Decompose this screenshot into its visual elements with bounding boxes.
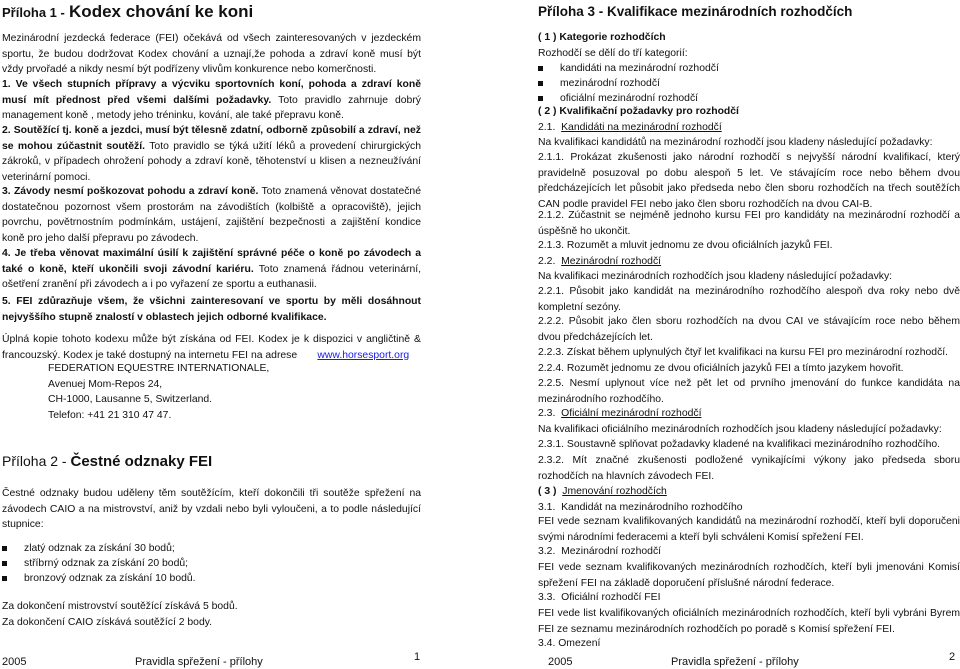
page-title: Příloha 3 - Kvalifikace mezinárodních rozhodčích xyxy=(538,4,853,19)
section-2-3-heading: 2.3. Oficiální mezinárodní rozhodčí xyxy=(538,408,702,419)
item-2-3-2: 2.3.2. Mít značné zkušenosti podložené vynikajícími výkony jako předseda sboru rozhodčích na hlavních závodech FEI. xyxy=(538,455,960,482)
rule-5: 5. FEI zdůrazňuje všem, že všichni zainteresovaní ve sportu by měli dosáhnout nejvyššího stupně znalostí v oblastech jejich odborné kvalifikace. xyxy=(2,296,421,323)
item-3-1-text: FEI vede seznam kvalifikovaných kandidátů na mezinárodní rozhodčí, kteří byli doporučeni svými národními federacemi a kteří byli schváleni Komisí spřežení FEI. xyxy=(538,516,960,543)
horsesport-link[interactable]: www.horsesport.org xyxy=(317,349,410,361)
section-1-heading: ( 1 ) Kategorie rozhodčích xyxy=(538,32,666,43)
item-2-1-2: 2.1.2. Zúčastnit se nejméně jednoho kursu FEI pro kandidáty na mezinárodní rozhodčí a úspěšně ho ukončit. xyxy=(538,210,960,237)
list-item: zlatý odznak za získání 30 bodů; xyxy=(2,541,402,556)
footer-title: Pravidla spřežení - přílohy xyxy=(135,656,263,668)
section-3-3-heading: 3.3. Oficiální rozhodčí FEI xyxy=(538,592,661,603)
section-2-heading: ( 2 ) Kvalifikační požadavky pro rozhodčí xyxy=(538,106,739,117)
item-2-2-4: 2.2.4. Rozumět jednomu ze dvou oficiálních jazyků FEI a tímto jazykem hovořit. xyxy=(538,362,904,374)
item-3-2-text: FEI vede seznam kvalifikovaných mezinárodních rozhodčích, kteří byli jmenováni Komisí spřežení FEI na základě doporučení příslušné národní federace. xyxy=(538,562,960,589)
item-2-1-3: 2.1.3. Rozumět a mluvit jednomu ze dvou oficiálních jazyků FEI. xyxy=(538,240,833,251)
list-item: stříbrný odznak za získání 20 bodů; xyxy=(2,556,402,571)
badges-intro: Čestné odznaky budou uděleny těm soutěžícím, kteří dokončili tři soutěže spřežení na závodech CAIO a na mistrovství, aniž by vzdali nebo byli vyloučeni, a to podle následující stupnice: xyxy=(2,488,421,531)
item-2-2-5: 2.2.5. Nesmí uplynout více než pět let od prvního jmenování do funkce kandidáta na mezinárodního rozhodčího. xyxy=(538,378,960,405)
rule-2: 2. Soutěžící tj. koně a jezdci, musí být tělesně zdatní, odborně způsobilí a zdraví, než se mohou zúčastnit soutěží. Toto pravidlo se týká užití léků a provedení chirurgických zákroků, v případech ohrožení pohody a zdraví koně, těhotenství u klisen a nezneužívání veterinární pomoci. xyxy=(2,125,422,183)
section-3-1-heading: 3.1. Kandidát na mezinárodního rozhodčího xyxy=(538,501,743,513)
list-item: oficiální mezinárodní rozhodčí xyxy=(538,91,938,106)
rule-1: 1. Ve všech stupních přípravy a výcviku sportovních koní, pohoda a zdraví koně musí mít přednost před všemi dalšími požadavky. Toto pravidlo zahrnuje dobrý management koně , metody jeho tréninku, kování, ale také přepravu koně. xyxy=(2,79,421,122)
item-2-3-1: 2.3.1. Soustavně splňovat požadavky kladené na kvalifikaci mezinárodního rozhodčího. xyxy=(538,439,941,451)
list-item: kandidáti na mezinárodní rozhodčí xyxy=(538,61,938,76)
section-3-4-heading: 3.4. Omezení xyxy=(538,638,601,649)
page-number: 2 xyxy=(949,651,956,663)
list-item: mezinárodní rozhodčí xyxy=(538,76,938,91)
item-2-2-2: 2.2.2. Působit jako člen sboru rozhodčích na dvou CAI ve stávajícím roce nebo během dvou předcházejících let. xyxy=(538,316,960,343)
section-3-2-heading: 3.2. Mezinárodní rozhodčí xyxy=(538,546,662,557)
copy-info: Úplná kopie tohoto kodexu může být získána od FEI. Kodex je k dispozici v angličtině & francouzský. Kodex je také dostupný na internetu FEI na adrese www.horsesport.org xyxy=(2,334,421,361)
categories-list xyxy=(538,61,938,107)
section-2-2-heading: 2.2. Mezinárodní rozhodčí xyxy=(538,255,662,267)
item-2-2-3: 2.2.3. Získat během uplynulých čtyř let kvalifikaci na kursu FEI pro mezinárodní rozhodčí. xyxy=(538,347,949,358)
section-title-2: Příloha 2 - Čestné odznaky FEI xyxy=(2,453,213,470)
footer-year: 2005 xyxy=(2,656,27,668)
item-2-1-1: 2.1.1. Prokázat zkušenosti jako národní rozhodčí s nejvyšší národní kvalifikací, který pravidelně posuzoval po dobu alespoň 5 let. Ve stávajícím roce nebo během dvou předcházejících let působit jako předseda nebo člen sboru rozhodčích na třech soutěžích CAN podle pravidel FEI nebo jako člen sboru rozhodčích na dvou CAI-B. xyxy=(538,152,960,210)
item-2-2-1: 2.2.1. Působit jako kandidát na mezinárodního rozhodčího alespoň dva roky nebo dvě kompletní sezóny. xyxy=(538,286,960,313)
section-3-heading: ( 3 ) Jmenování rozhodčích xyxy=(538,486,667,497)
item-3-3-text: FEI vede list kvalifikovaných oficiálních mezinárodních rozhodčích, kteří byli vybráni Byrem FEI ze seznamu mezinárodních rozhodčích po poradě s Komisí spřežení FEI. xyxy=(538,608,960,635)
rule-4: 4. Je třeba věnovat maximální úsilí k zajištění správné péče o koně po závodech a také o koně, kteří ukončili svoji závodní kariéru. Toto znamená řádnou veterinární, ošetření zranění při závodech a i po vyřazení ze sportu a euthanasii. xyxy=(2,248,421,291)
badges-list xyxy=(2,541,402,587)
badges-note-2: Za dokončení CAIO získává soutěžící 2 body. xyxy=(2,616,213,628)
list-item: bronzový odznak za získání 10 bodů. xyxy=(2,571,402,586)
page-number: 1 xyxy=(414,651,421,663)
badges-note-1: Za dokončení mistrovství soutěžící získává 5 bodů. xyxy=(2,601,238,612)
fei-address: FEDERATION EQUESTRE INTERNATIONALE, Avenuej Mom-Repos 24, CH-1000, Lausanne 5, Switzerland. Telefon: +41 21 310 47 47. xyxy=(48,363,270,421)
footer-title: Pravidla spřežení - přílohy xyxy=(671,656,799,668)
rule-3: 3. Závody nesmí poškozovat pohodu a zdraví koně. Toto znamená věnovat dostatečné dostatečnou pozornost všem prostorám na závodištích (kolbiště a opracoviště), jejich povrchu, povětrnostním podmínkám, ustájení, zajištění bezpečnosti a zajištění kondice koně pro jeho další přepravu po závodech. xyxy=(2,186,421,244)
footer-year: 2005 xyxy=(548,656,573,668)
section-2-1-heading: 2.1. Kandidáti na mezinárodní rozhodčí xyxy=(538,121,722,133)
intro-paragraph: Mezinárodní jezdecká federace (FEI) očekává od všech zainteresovaných v jezdeckém sportu, že budou dodržovat Kodex chování a uznají,že pohoda a zdraví koně musí být vždy prvořadé a nikdy nesmí být podřízeny vlivům konkurence nebo komerčnosti. xyxy=(2,33,421,76)
page-title: Příloha 1 - Kodex chování ke koni xyxy=(2,2,254,21)
